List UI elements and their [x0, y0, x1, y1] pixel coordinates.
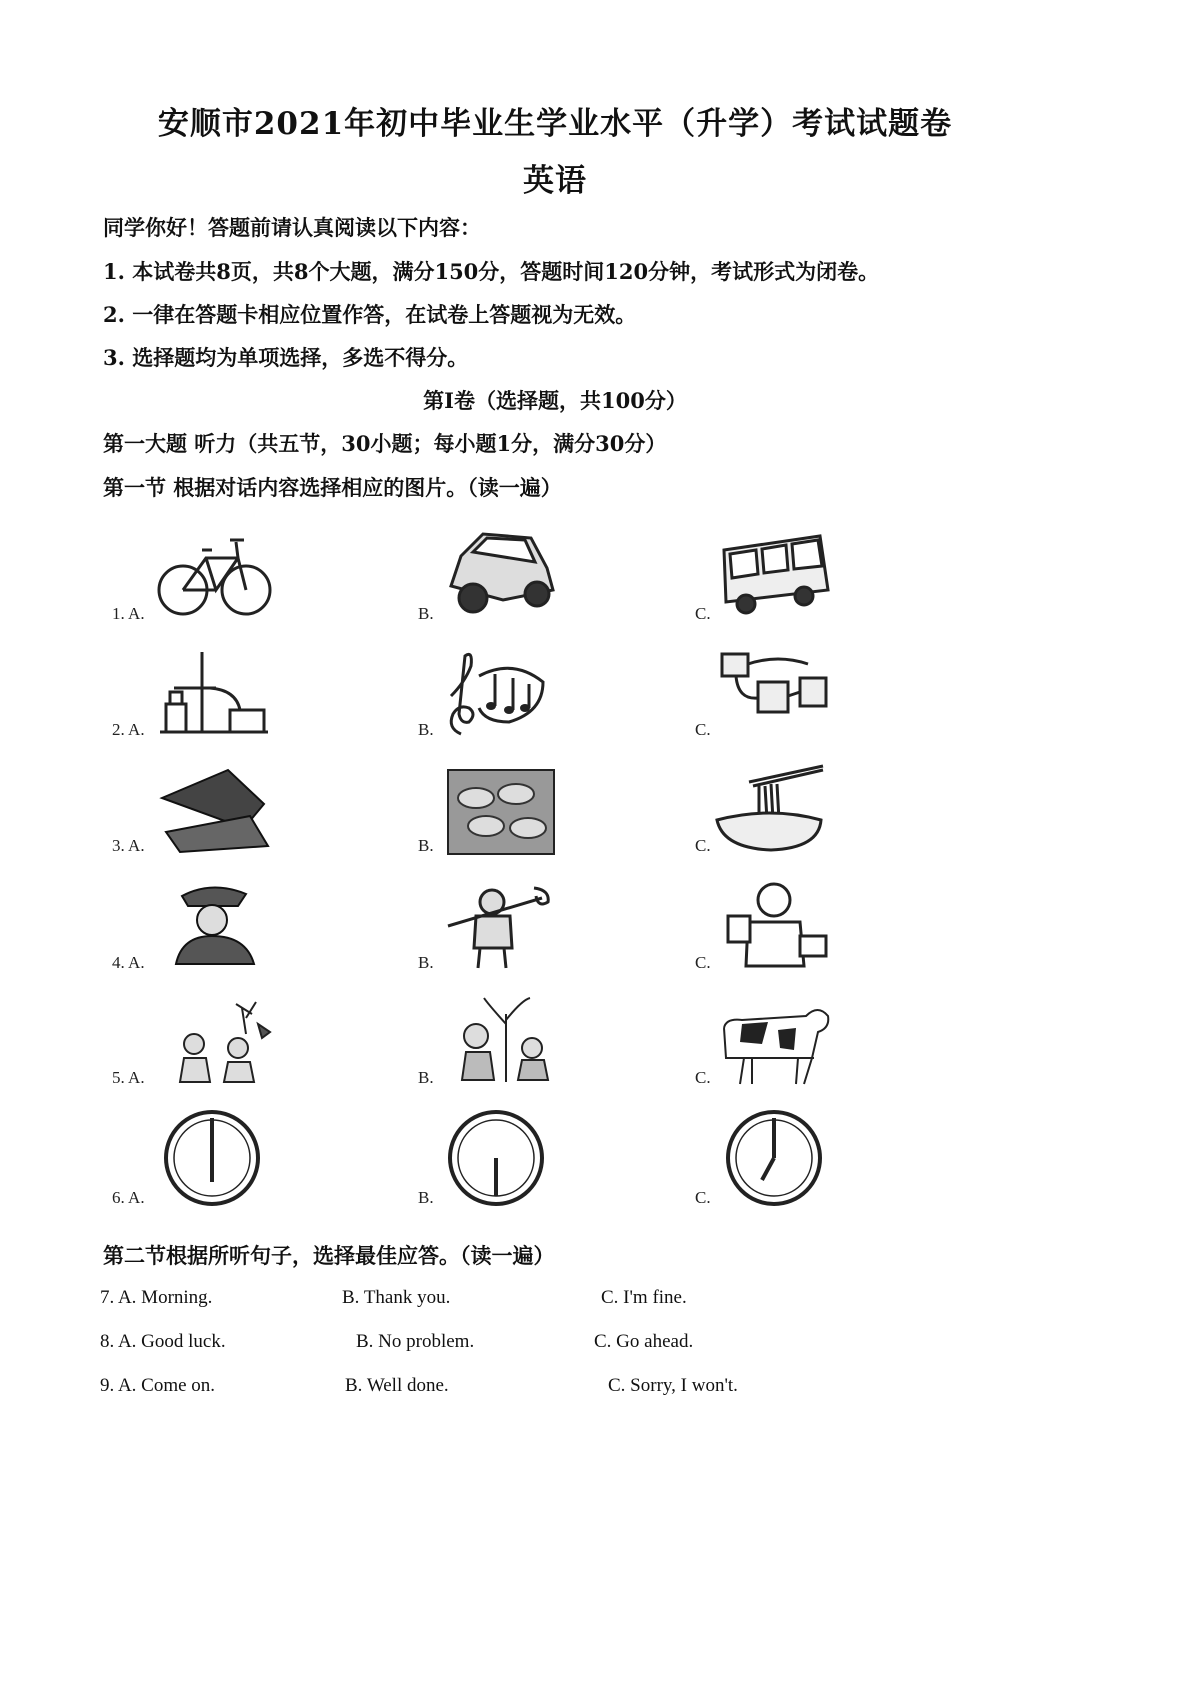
- clock-icon-c: [724, 1108, 824, 1208]
- kids-reading-icon: [172, 998, 272, 1086]
- clock-icon-a: [162, 1108, 262, 1208]
- worker-icon: [444, 876, 554, 970]
- dumplings-icon: [446, 768, 556, 856]
- instruction-item-3: 3. 选择题均为单项选择，多选不得分。: [103, 345, 469, 370]
- car-icon: [443, 528, 558, 620]
- section1-title: 第一节 根据对话内容选择相应的图片。（读一遍）: [103, 475, 562, 500]
- q8-option-a: 8. A. Good luck.: [100, 1331, 226, 1352]
- question-6-label: 6. A.: [112, 1188, 145, 1207]
- question-4-option-c-label: C.: [695, 953, 711, 972]
- question-5-label: 5. A.: [112, 1068, 145, 1087]
- question-1-label: 1. A.: [112, 604, 145, 623]
- bicycle-icon: [158, 528, 273, 623]
- q9-option-b: B. Well done.: [345, 1375, 449, 1396]
- question-5-option-b-label: B.: [418, 1068, 434, 1087]
- instruction-item-2: 2. 一律在答题卡相应位置作答，在试卷上答题视为无效。: [103, 302, 637, 327]
- instruction-item-1: 1. 本试卷共8页，共8个大题，满分150分，答题时间120分钟，考试形式为闭卷。: [103, 259, 880, 284]
- question-4-label: 4. A.: [112, 953, 145, 972]
- doctor-icon: [722, 878, 830, 970]
- exam-title: 安顺市2021年初中毕业生学业水平（升学）考试试题卷: [157, 106, 953, 142]
- cow-icon: [722, 994, 832, 1086]
- tree-planting-icon: [458, 994, 554, 1086]
- q8-option-c: C. Go ahead.: [594, 1331, 694, 1352]
- clock-icon-b: [446, 1108, 546, 1208]
- q7-option-b: B. Thank you.: [342, 1287, 451, 1308]
- policeman-icon: [162, 880, 267, 968]
- question-6-option-c-label: C.: [695, 1188, 711, 1207]
- volume-title: 第I卷（选择题，共100分）: [423, 388, 687, 413]
- music-notes-icon: [443, 648, 548, 738]
- question-1-option-b-label: B.: [418, 604, 434, 623]
- question-3-option-b-label: B.: [418, 836, 434, 855]
- bus-icon: [720, 530, 832, 615]
- q7-option-c: C. I'm fine.: [601, 1287, 687, 1308]
- part1-title: 第一大题 听力（共五节，30小题；每小题1分，满分30分）: [103, 431, 667, 456]
- section2-title: 第二节根据所听句子，选择最佳应答。（读一遍）: [103, 1243, 555, 1268]
- question-2-option-b-label: B.: [418, 720, 434, 739]
- science-experiment-icon: [160, 648, 272, 736]
- question-4-option-b-label: B.: [418, 953, 434, 972]
- question-1-option-c-label: C.: [695, 604, 711, 623]
- q9-option-c: C. Sorry, I won't.: [608, 1375, 738, 1396]
- subject-title: 英语: [523, 163, 587, 199]
- q8-option-b: B. No problem.: [356, 1331, 475, 1352]
- question-3-label: 3. A.: [112, 836, 145, 855]
- question-2-option-c-label: C.: [695, 720, 711, 739]
- q9-option-a: 9. A. Come on.: [100, 1375, 216, 1396]
- q7-option-a: 7. A. Morning.: [100, 1287, 213, 1308]
- circuit-icon: [718, 648, 830, 720]
- question-3-option-c-label: C.: [695, 836, 711, 855]
- question-6-option-b-label: B.: [418, 1188, 434, 1207]
- instructions-greeting: 同学你好！答题前请认真阅读以下内容：: [103, 215, 481, 240]
- question-2-label: 2. A.: [112, 720, 145, 739]
- noodles-icon: [715, 762, 825, 854]
- zongzi-icon: [160, 768, 270, 853]
- question-5-option-c-label: C.: [695, 1068, 711, 1087]
